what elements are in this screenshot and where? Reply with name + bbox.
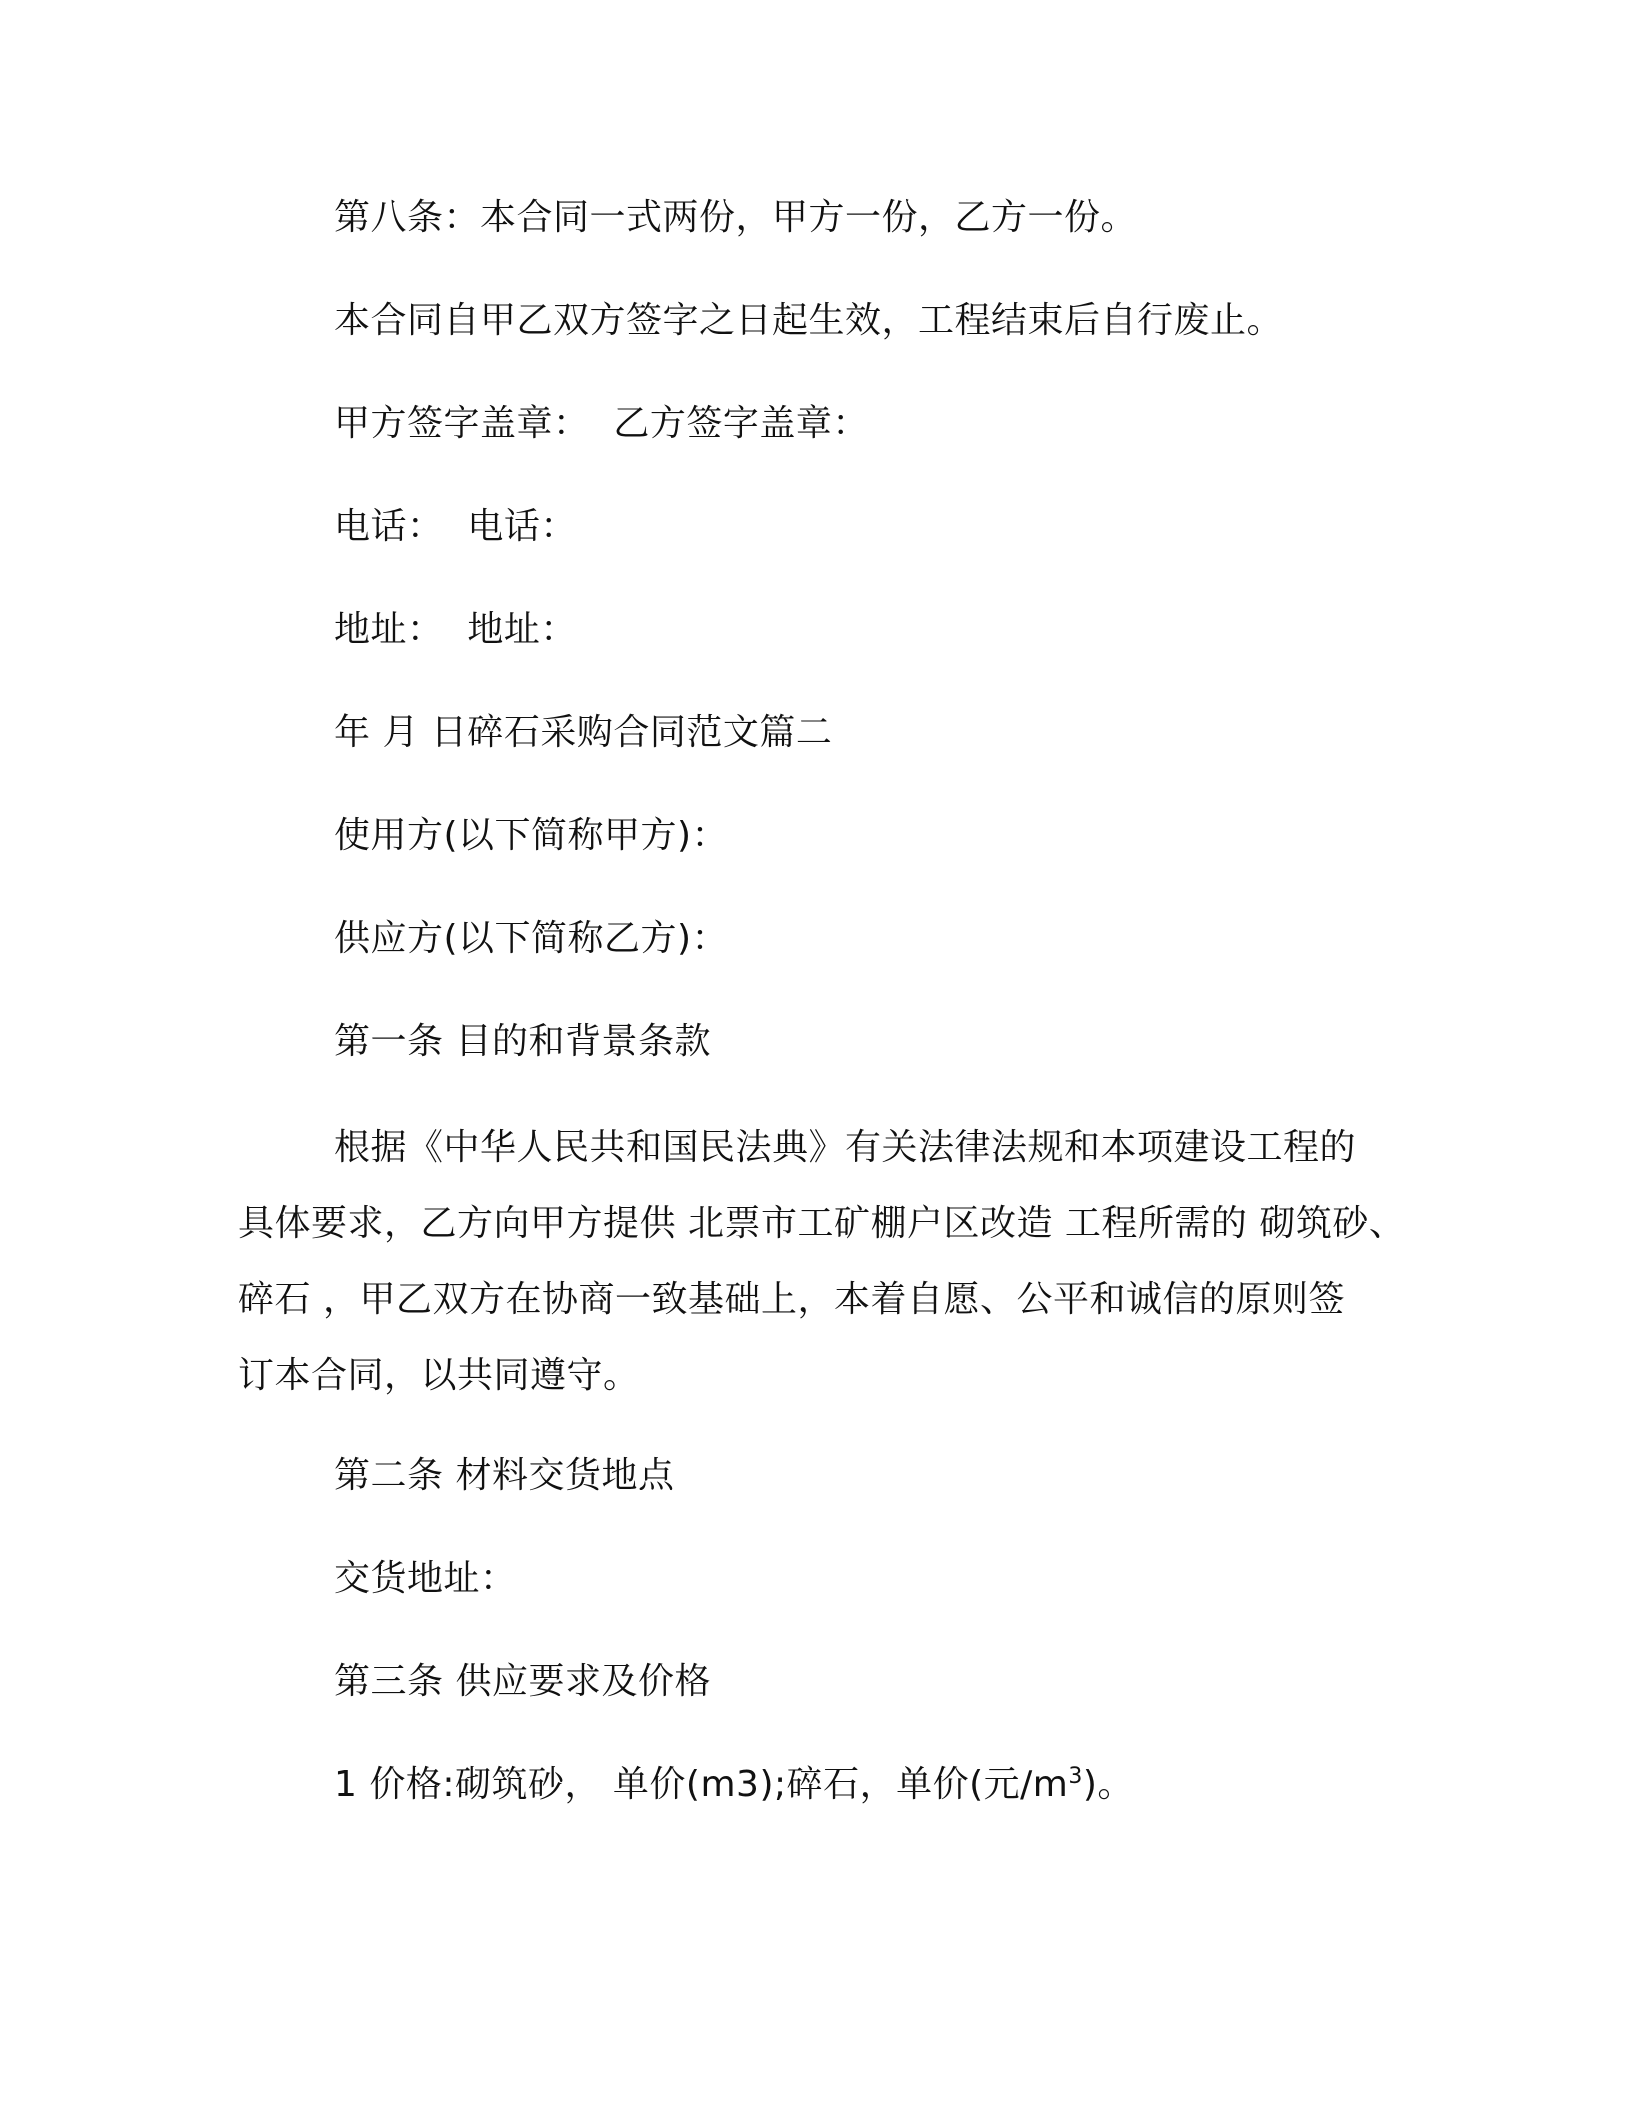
signature-line: 甲方签字盖章： 乙方签字盖章： — [334, 403, 869, 444]
price-superscript: 3 — [1068, 1764, 1083, 1789]
price-text-end: )。 — [1082, 1764, 1134, 1805]
phone-line: 电话： 电话： — [334, 506, 577, 547]
article-1-body-row: 根据《中华人民共和国民法典》有关法律法规和本项建设工程的 — [334, 1127, 1357, 1168]
article-8-line: 第八条：本合同一式两份，甲方一份，乙方一份。 — [334, 197, 1138, 238]
article-1-title: 第一条 目的和背景条款 — [334, 1021, 711, 1062]
price-line — [334, 1763, 1134, 1807]
price-text: 1 价格:砌筑砂， 单价(m3);碎石，单价(元/m — [334, 1764, 1069, 1805]
effective-clause-line: 本合同自甲乙双方签字之日起生效，工程结束后自行废止。 — [334, 300, 1284, 341]
article-2-title: 第二条 材料交货地点 — [334, 1455, 675, 1496]
article-1-body-row: 具体要求，乙方向甲方提供 北票市工矿棚户区改造 工程所需的 砌筑砂、 — [238, 1203, 1406, 1244]
delivery-address-line: 交货地址： — [334, 1558, 517, 1599]
article-1-body — [238, 1110, 1408, 1414]
article-1-body-row: 碎石 ，甲乙双方在协商一致基础上，本着自愿、公平和诚信的原则签 — [238, 1279, 1345, 1320]
article-3-title: 第三条 供应要求及价格 — [334, 1661, 711, 1702]
date-and-title-line: 年 月 日碎石采购合同范文篇二 — [334, 712, 833, 753]
address-line: 地址： 地址： — [334, 609, 577, 650]
supplier-line: 供应方(以下简称乙方)： — [334, 918, 729, 959]
article-1-body-row: 订本合同，以共同遵守。 — [238, 1355, 640, 1396]
buyer-line: 使用方(以下简称甲方)： — [334, 815, 729, 856]
